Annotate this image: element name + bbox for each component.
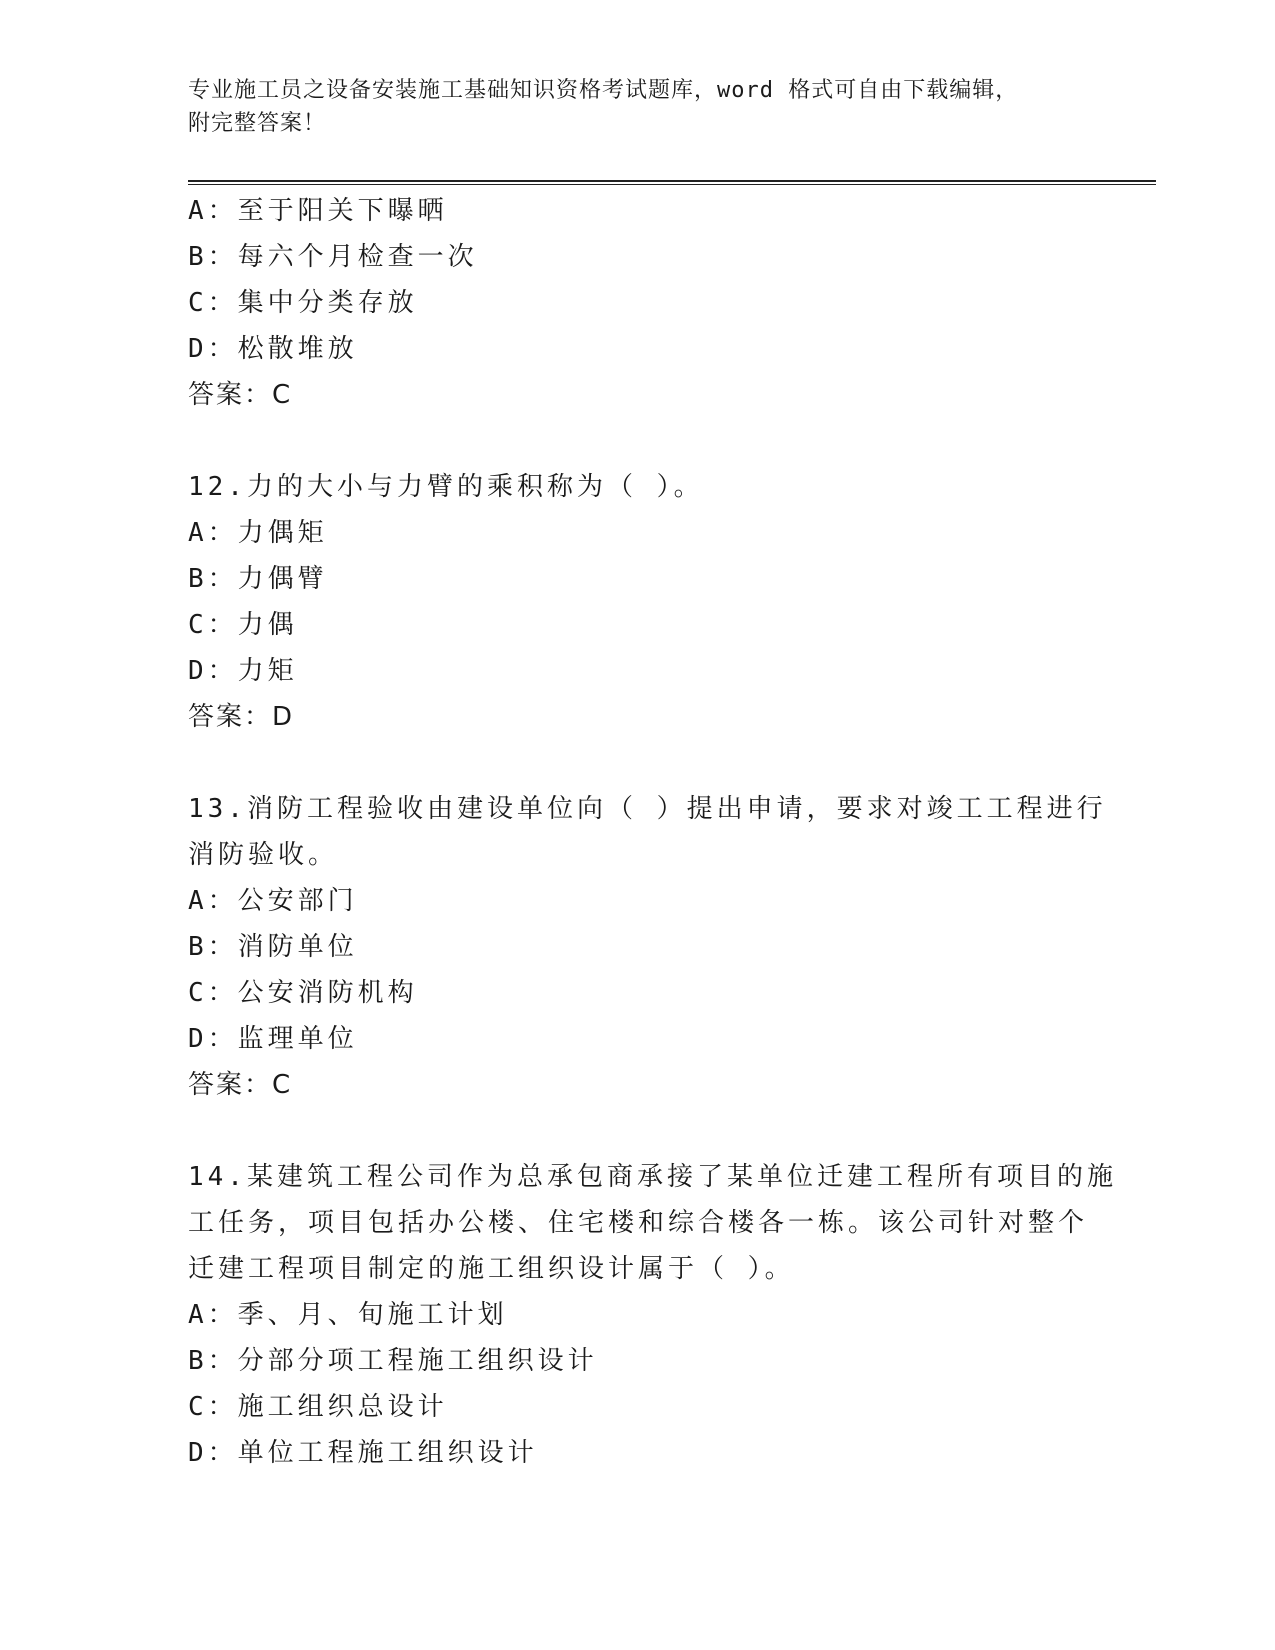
option-c: C：施工组织总设计: [188, 1392, 448, 1422]
document-header: [188, 74, 1088, 140]
answer-line: 答案：D: [188, 702, 295, 732]
question-text-line-1: 13.消防工程验收由建设单位向（ ）提出申请，要求对竣工工程进行: [188, 794, 1107, 824]
question-list: [188, 188, 1117, 1476]
question-text-line-2: 工任务，项目包括办公楼、住宅楼和综合楼各一栋。该公司针对整个: [188, 1208, 1089, 1238]
header-divider: [188, 180, 1156, 185]
question-12: [188, 464, 1088, 740]
answer-line: 答案：C: [188, 380, 293, 410]
answer-line: 答案：C: [188, 1070, 293, 1100]
option-a: A：公安部门: [188, 886, 358, 916]
option-a: A：至于阳关下曝晒: [188, 196, 448, 226]
option-a: A：季、月、旬施工计划: [188, 1300, 508, 1330]
option-c: C：公安消防机构: [188, 978, 418, 1008]
header-line-2: 附完整答案！: [188, 111, 327, 136]
question-11: [188, 188, 1088, 418]
spacer: [188, 418, 1088, 464]
spacer: [188, 740, 1088, 786]
option-d: D：力矩: [188, 656, 298, 686]
question-text: 12.力的大小与力臂的乘积称为（ ）。: [188, 472, 704, 502]
spacer: [188, 1108, 1088, 1154]
header-line-1: 专业施工员之设备安装施工基础知识资格考试题库，word 格式可自由下载编辑，: [188, 78, 1019, 103]
option-b: B：每六个月检查一次: [188, 242, 478, 272]
option-b: B：分部分项工程施工组织设计: [188, 1346, 598, 1376]
question-text-line-2: 消防验收。: [188, 840, 339, 870]
option-d: D：监理单位: [188, 1024, 358, 1054]
question-14: [188, 1154, 1117, 1476]
option-b: B：消防单位: [188, 932, 358, 962]
question-text-line-1: 14.某建筑工程公司作为总承包商承接了某单位迁建工程所有项目的施: [188, 1162, 1117, 1192]
question-13: [188, 786, 1107, 1108]
option-d: D：单位工程施工组织设计: [188, 1438, 538, 1468]
option-a: A：力偶矩: [188, 518, 328, 548]
question-text-line-3: 迁建工程项目制定的施工组织设计属于（ ）。: [188, 1254, 795, 1284]
option-c: C：集中分类存放: [188, 288, 418, 318]
option-d: D：松散堆放: [188, 334, 358, 364]
option-b: B：力偶臂: [188, 564, 328, 594]
option-c: C：力偶: [188, 610, 298, 640]
